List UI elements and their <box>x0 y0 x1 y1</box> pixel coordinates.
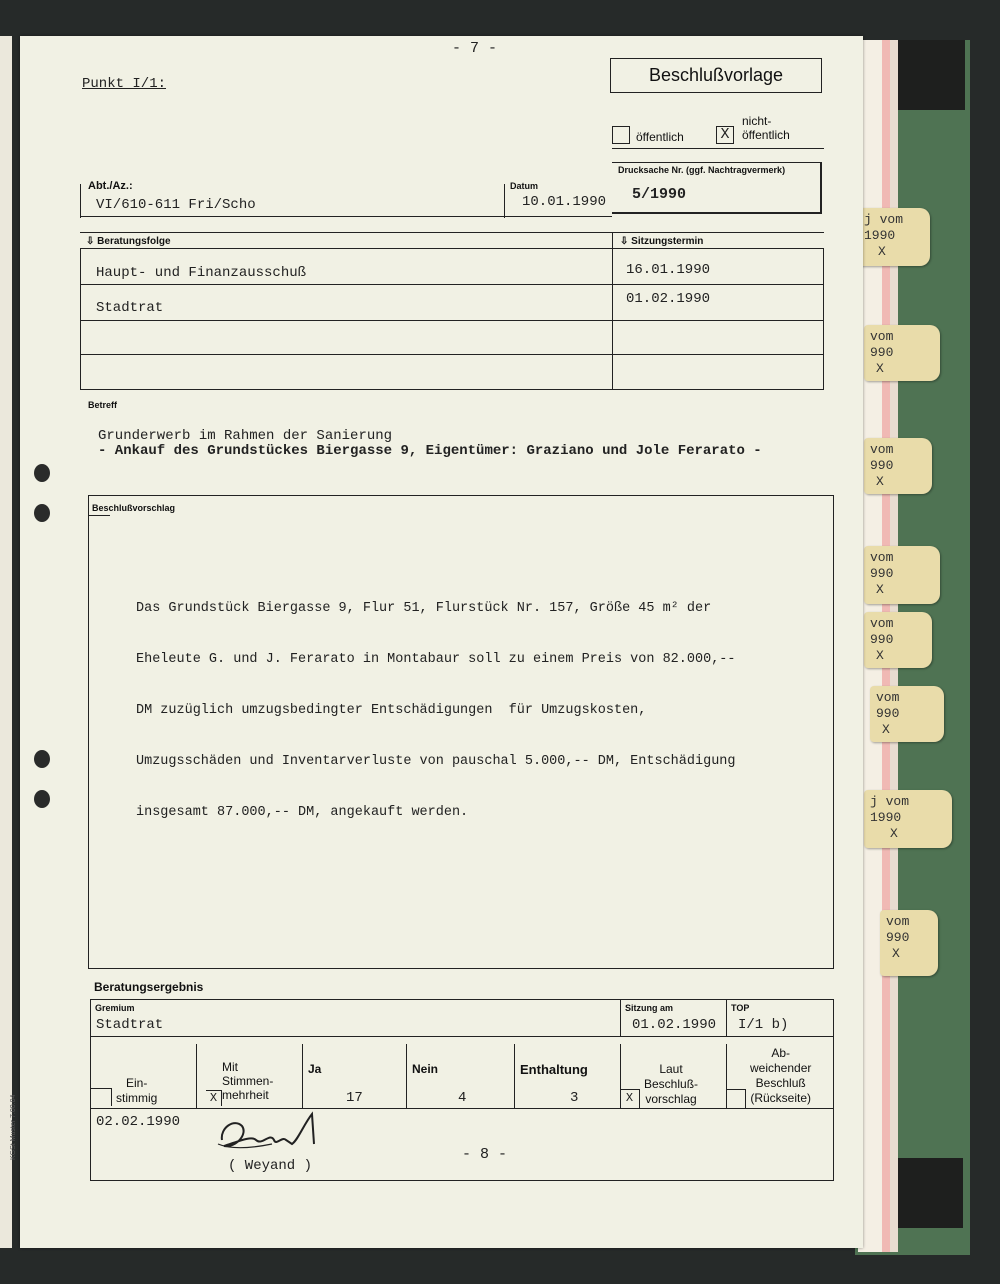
divider <box>90 1108 834 1109</box>
abweichend-label: Ab- weichender Beschluß (Rückseite) <box>750 1046 812 1105</box>
side-print: KGSt Muster 7.00.04 <box>10 1094 17 1160</box>
top-value: I/1 b) <box>738 1017 789 1033</box>
divider <box>726 999 727 1036</box>
laut-label: Laut Beschluß- vorschlag <box>644 1062 699 1106</box>
drucksache-label: Drucksache Nr. (ggf. Nachtragvermerk) <box>618 165 786 175</box>
index-tab[interactable]: vom 990 X <box>864 546 940 604</box>
arrow-down-icon: ⇩ <box>620 236 632 247</box>
arrow-down-icon: ⇩ <box>86 236 98 247</box>
datum-label: Datum <box>510 181 539 191</box>
divider <box>302 1044 303 1108</box>
table-row-gremium: Stadtrat <box>96 300 164 316</box>
sitzung-label: Sitzung am <box>625 1003 674 1013</box>
punch-hole <box>34 464 50 482</box>
table-row-divider <box>80 354 824 355</box>
index-tab[interactable]: j vom 1990 X <box>864 790 952 848</box>
divider <box>620 999 621 1036</box>
index-tab[interactable]: vom 990 X <box>864 438 932 494</box>
divider <box>196 1044 197 1108</box>
left-page-edge <box>0 36 12 1248</box>
title-box: Beschlußvorlage <box>610 58 822 93</box>
page-number-top: - 7 - <box>452 40 498 57</box>
abweichend-checkbox[interactable] <box>726 1089 746 1108</box>
divider <box>504 184 505 218</box>
signature-icon <box>212 1110 324 1156</box>
divider <box>80 184 81 218</box>
betreff-label: Betreff <box>88 400 118 410</box>
index-tab[interactable]: j vom 1990 X <box>858 208 930 266</box>
divider <box>80 232 824 233</box>
datum-value: 10.01.1990 <box>522 194 607 210</box>
punkt-label: Punkt I/1: <box>82 76 167 92</box>
punch-hole <box>34 504 50 522</box>
enthaltung-value: 3 <box>570 1090 579 1106</box>
mehrheit-label: Mit Stimmen- mehrheit <box>222 1060 274 1102</box>
divider <box>80 216 612 217</box>
gremium-value: Stadtrat <box>96 1017 164 1033</box>
beratungsergebnis-label: Beratungsergebnis <box>94 980 204 994</box>
table-row-termin: 01.02.1990 <box>626 291 711 307</box>
beschlussvorschlag-label: Beschlußvorschlag <box>92 503 176 513</box>
ja-label: Ja <box>308 1062 322 1076</box>
punch-hole <box>34 750 50 768</box>
index-tab[interactable]: vom 990 X <box>864 325 940 381</box>
sitzungstermin-label: ⇩ Sitzungstermin <box>620 236 704 247</box>
beratungsfolge-label: ⇩ Beratungsfolge <box>86 236 171 247</box>
nein-label: Nein <box>412 1062 439 1076</box>
divider <box>406 1044 407 1108</box>
table-col-divider <box>612 232 613 390</box>
table-row-divider <box>80 284 824 285</box>
betreff-line1: Grunderwerb im Rahmen der Sanierung <box>98 428 393 444</box>
signer-name: ( Weyand ) <box>228 1158 313 1174</box>
nein-value: 4 <box>458 1090 467 1106</box>
table-row-gremium: Haupt- und Finanzausschuß <box>96 265 307 281</box>
table-row-termin: 16.01.1990 <box>626 262 711 278</box>
einstimmig-checkbox[interactable] <box>90 1088 112 1106</box>
beschlussvorschlag-text: Das Grundstück Biergasse 9, Flur 51, Flurstück Nr. 157, Größe 45 m² der Eheleute G. und J. Ferarato in Montabaur soll zu einem Preis von 82.000,-- DM zuzüglich umzugsbedingter Entschädigungen für Umzugskosten, Umzugsschäden und Inventarverluste von pauschal 5.000,-- DM, Entschädigung insgesamt 87.000,-- DM, angekauft werden. <box>136 601 736 820</box>
divider <box>90 1036 834 1037</box>
divider <box>514 1044 515 1108</box>
nicht-oeffentlich-label: nicht- öffentlich <box>742 114 790 142</box>
einstimmig-label: Ein- stimmig <box>116 1076 158 1105</box>
divider <box>88 515 110 516</box>
oeffentlich-checkbox[interactable] <box>612 126 630 144</box>
abt-label: Abt./Az.: <box>88 180 133 192</box>
page-number-bottom: - 8 - <box>462 1146 508 1163</box>
index-tab[interactable]: vom 990 X <box>864 612 932 668</box>
index-tab[interactable]: vom 990 X <box>870 686 944 742</box>
ja-value: 17 <box>346 1090 363 1106</box>
enthaltung-label: Enthaltung <box>520 1062 588 1077</box>
sitzung-value: 01.02.1990 <box>632 1017 717 1033</box>
drucksache-value: 5/1990 <box>632 186 687 203</box>
ergebnis-datum: 02.02.1990 <box>96 1114 181 1130</box>
nicht-oeffentlich-checkbox[interactable]: X <box>716 126 734 144</box>
punch-hole <box>34 790 50 808</box>
laut-checkbox[interactable]: X <box>620 1089 640 1108</box>
table-row-divider <box>80 320 824 321</box>
abt-value: VI/610-611 Fri/Scho <box>96 197 256 213</box>
top-label: TOP <box>731 1003 750 1013</box>
binder-corner-bottom <box>893 1158 963 1228</box>
visibility-underline <box>612 148 824 149</box>
oeffentlich-label: öffentlich <box>636 130 684 144</box>
index-tab[interactable]: vom 990 X <box>880 910 938 976</box>
betreff-line2: - Ankauf des Grundstückes Biergasse 9, Eigentümer: Graziano und Jole Ferarato - <box>98 443 762 459</box>
binder-corner-top <box>895 40 965 110</box>
mehrheit-checkbox[interactable]: X <box>206 1090 222 1106</box>
gremium-label: Gremium <box>95 1003 135 1013</box>
